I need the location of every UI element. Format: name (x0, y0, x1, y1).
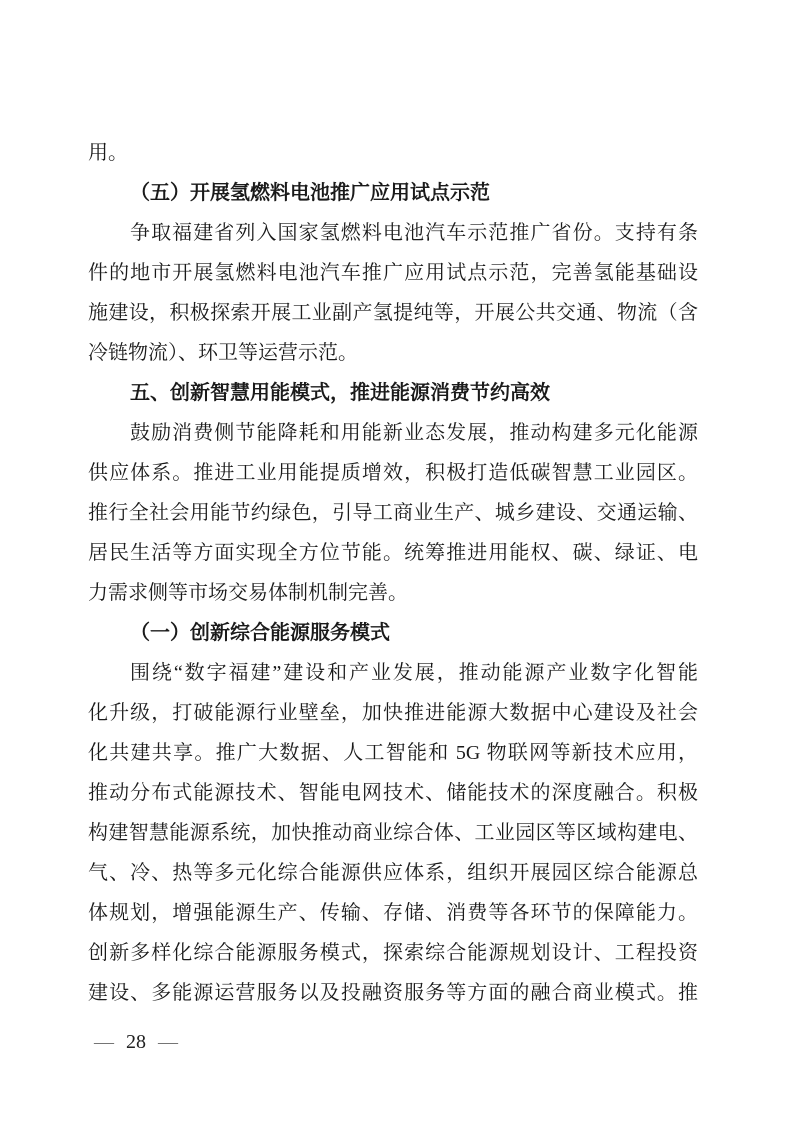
footer-dash-left: — (94, 1031, 114, 1053)
document-body (88, 133, 698, 1013)
text-line: 鼓励消费侧节能降耗和用能新业态发展，推动构建多元化能源 (130, 422, 698, 444)
page-footer (94, 1022, 178, 1062)
text-line: 推行全社会用能节约绿色，引导工商业生产、城乡建设、交通运输、 (88, 502, 698, 524)
text-line: 推动分布式能源技术、智能电网技术、储能技术的深度融合。积极 (88, 782, 698, 804)
page-number: 28 (126, 1031, 146, 1053)
text-line: 争取福建省列入国家氢燃料电池汽车示范推广省份。支持有条 (130, 222, 698, 244)
heading-item-five-hydrogen-demo: （五）开展氢燃料电池推广应用试点示范 (130, 182, 490, 204)
text-line: 力需求侧等市场交易体制机制完善。 (88, 582, 408, 604)
text-line: 构建智慧能源系统，加快推动商业综合体、工业园区等区域构建电、 (88, 822, 698, 844)
text-line: 化共建共享。推广大数据、人工智能和 5G 物联网等新技术应用， (88, 742, 698, 764)
body-continuation-line: 用。 (88, 142, 128, 164)
footer-dash-right: — (158, 1031, 178, 1053)
text-line: 创新多样化综合能源服务模式，探索综合能源规划设计、工程投资 (88, 942, 698, 964)
heading-section-five-smart-energy: 五、创新智慧用能模式，推进能源消费节约高效 (130, 382, 550, 404)
text-line: 冷链物流）、环卫等运营示范。 (88, 342, 358, 364)
text-line: 居民生活等方面实现全方位节能。统筹推进用能权、碳、绿证、电 (88, 542, 698, 564)
text-line: 件的地市开展氢燃料电池汽车推广应用试点示范，完善氢能基础设 (88, 262, 698, 284)
text-line: 体规划，增强能源生产、传输、存储、消费等各环节的保障能力。 (88, 902, 698, 924)
text-line: 围绕“数字福建”建设和产业发展，推动能源产业数字化智能 (130, 662, 698, 684)
text-line: 建设、多能源运营服务以及投融资服务等方面的融合商业模式。推 (88, 982, 698, 1004)
text-line: 化升级，打破能源行业壁垒，加快推进能源大数据中心建设及社会 (88, 702, 698, 724)
text-line: 气、冷、热等多元化综合能源供应体系，组织开展园区综合能源总 (88, 862, 698, 884)
text-line: 供应体系。推进工业用能提质增效，积极打造低碳智慧工业园区。 (88, 462, 698, 484)
heading-item-one-service-model: （一）创新综合能源服务模式 (130, 622, 390, 644)
text-line: 施建设，积极探索开展工业副产氢提纯等，开展公共交通、物流（含 (88, 302, 698, 324)
